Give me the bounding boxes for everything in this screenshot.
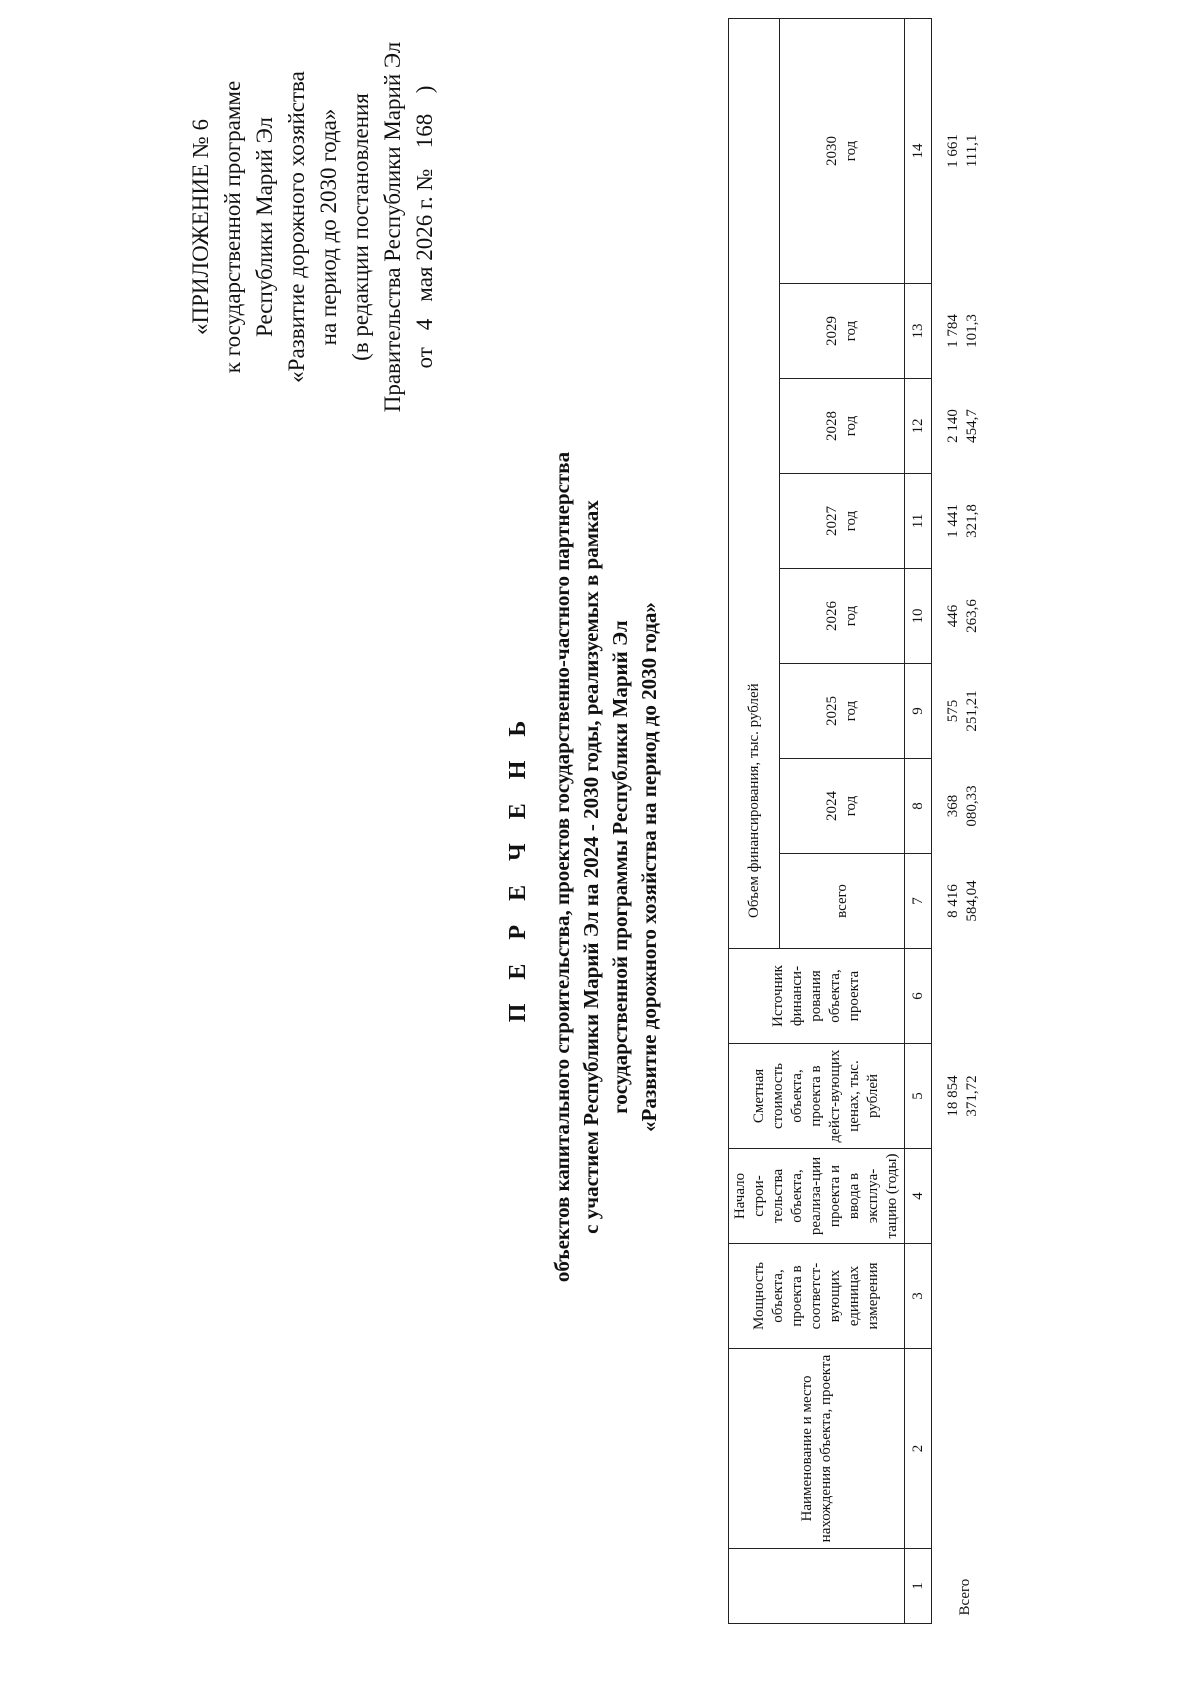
column-number: 9	[905, 664, 932, 759]
subtitle-line-2: с участием Республики Марий Эл на 2024 - 2030 годы, реализуемых в рамках	[579, 500, 603, 1234]
header-source: Источник финанси-рования объекта, проекта	[729, 949, 905, 1044]
header-name: Наименование и место нахождения объекта, проекта	[729, 1349, 905, 1549]
subtitle-line-1: объектов капитального строительства, проектов государственно-частного партнерства	[550, 451, 574, 1283]
header-year-2030: 2030 год	[780, 18, 905, 283]
header-year-2026: 2026 год	[780, 569, 905, 664]
date-prefix: от	[412, 347, 437, 369]
document-title: П Е Р Е Ч Е Н Ь	[505, 711, 531, 1023]
column-number: 11	[905, 474, 932, 569]
appendix-line-7: Правительства Республики Марий Эл	[380, 41, 405, 413]
total-source	[932, 949, 985, 1044]
title-block	[505, 117, 664, 1617]
column-number-row	[905, 18, 932, 1623]
header-year-2025: 2025 год	[780, 664, 905, 759]
total-2028: 2 140 454,7	[945, 409, 980, 443]
column-number: 7	[905, 854, 932, 949]
column-number: 8	[905, 759, 932, 854]
column-number: 5	[905, 1044, 932, 1149]
total-cost: 18 854 371,72	[945, 1075, 980, 1117]
header-col-1	[729, 1549, 905, 1624]
header-total: всего	[780, 854, 905, 949]
column-number: 10	[905, 569, 932, 664]
header-row-1	[729, 18, 780, 1623]
subtitle-line-3: государственной программы Республики Марий Эл	[608, 620, 632, 1114]
appendix-line-1: «ПРИЛОЖЕНИЕ № 6	[188, 118, 213, 336]
header-year-2029: 2029 год	[780, 284, 905, 379]
date-suffix: )	[412, 85, 437, 94]
header-financing-group: Объем финансирования, тыс. рублей	[729, 18, 780, 948]
appendix-line-3: Республики Марий Эл	[252, 116, 277, 338]
date-day: 4	[412, 318, 437, 331]
appendix-date-line	[409, 17, 441, 437]
total-2025: 575 251,21	[945, 690, 980, 732]
appendix-line-5: на период до 2030 года»	[316, 108, 341, 346]
appendix-line-2: к государственной программе	[220, 80, 245, 374]
total-start	[932, 1149, 985, 1244]
column-number: 2	[905, 1349, 932, 1549]
subtitle-line-4: «Развитие дорожного хозяйства на период до 2030 года»	[637, 602, 661, 1132]
date-middle: мая 2026 г. №	[412, 168, 437, 302]
total-2027: 1 441 321,8	[945, 504, 980, 538]
appendix-line-6: (в редакции постановления	[348, 93, 373, 361]
total-2030: 1 661 111,1	[945, 134, 980, 168]
date-number: 168	[412, 113, 437, 149]
column-number: 6	[905, 949, 932, 1044]
header-start: Начало строи-тельства объекта, реализа-ции проекта и ввода в эксплуа-тацию (годы)	[729, 1149, 905, 1244]
header-capacity: Мощность объекта, проекта в соответст-вующих единицах измерения	[729, 1244, 905, 1349]
financing-table	[728, 18, 984, 1624]
total-2026: 446 263,6	[945, 599, 980, 633]
total-capacity	[932, 1244, 985, 1349]
appendix-line-4: «Развитие дорожного хозяйства	[284, 71, 309, 383]
header-year-2024: 2024 год	[780, 759, 905, 854]
total-label: Всего	[957, 1578, 973, 1616]
column-number: 3	[905, 1244, 932, 1349]
header-cost: Сметная стоимость объекта, проекта в дейст-вующих ценах, тыс. рублей	[729, 1044, 905, 1149]
header-year-2028: 2028 год	[780, 379, 905, 474]
total-2029: 1 784 101,3	[945, 314, 980, 348]
header-year-2027: 2027 год	[780, 474, 905, 569]
column-number: 14	[905, 18, 932, 283]
column-number: 13	[905, 284, 932, 379]
column-number: 12	[905, 379, 932, 474]
financing-table-wrap	[728, 19, 984, 1624]
appendix-header	[185, 17, 441, 437]
total-all: 8 416 584,04	[945, 880, 980, 922]
column-number: 4	[905, 1149, 932, 1244]
column-number: 1	[905, 1549, 932, 1624]
total-row	[932, 18, 985, 1623]
total-2024: 368 080,33	[945, 785, 980, 827]
